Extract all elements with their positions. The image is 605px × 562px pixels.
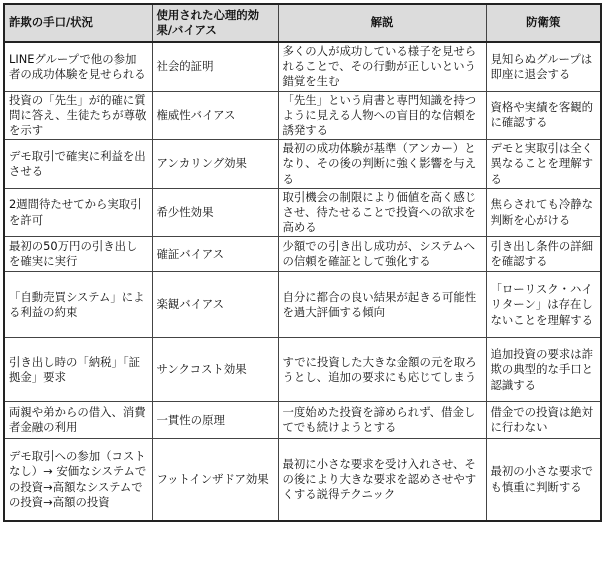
table-row: [4, 237, 601, 272]
cell-explanation: 少額での引き出し成功が、システムへの信頼を確証として強化する: [278, 237, 486, 272]
cell-method: デモ取引で確実に利益を出させる: [4, 140, 152, 189]
table-row: [4, 338, 601, 402]
cell-defense: 追加投資の要求は詐欺の典型的な手口と認識する: [486, 338, 601, 402]
cell-bias: 確証バイアス: [152, 237, 278, 272]
table-row: [4, 439, 601, 521]
cell-method: 投資の「先生」が的確に質問に答え、生徒たちが尊敬を示す: [4, 91, 152, 140]
cell-bias: 楽観バイアス: [152, 272, 278, 338]
cell-bias: 社会的証明: [152, 42, 278, 91]
cell-defense: 借金での投資は絶対に行わない: [486, 402, 601, 439]
cell-method: デモ取引への参加（コストなし）→ 安価なシステムでの投資→高額なシステムでの投資→高額の投資: [4, 439, 152, 521]
cell-bias: アンカリング効果: [152, 140, 278, 189]
cell-explanation: 最初に小さな要求を受け入れさせ、その後により大きな要求を認めさせやすくする説得テクニック: [278, 439, 486, 521]
table-row: [4, 402, 601, 439]
table-row: [4, 140, 601, 189]
cell-explanation: 取引機会の制限により価値を高く感じさせ、待たせることで投資への欲求を高める: [278, 188, 486, 237]
cell-bias: サンクコスト効果: [152, 338, 278, 402]
cell-explanation: すでに投資した大きな金額の元を取ろうとし、追加の要求にも応じてしまう: [278, 338, 486, 402]
cell-defense: デモと実取引は全く異なることを理解する: [486, 140, 601, 189]
table-header-row: [4, 4, 601, 42]
cell-explanation: 「先生」という肩書と専門知識を持つように見える人物への盲目的な信頼を誘発する: [278, 91, 486, 140]
header-bias: 使用された心理的効果/バイアス: [152, 4, 278, 42]
cell-defense: 焦らされても冷静な判断を心がける: [486, 188, 601, 237]
cell-method: 「自動売買システム」による利益の約束: [4, 272, 152, 338]
cell-explanation: 最初の成功体験が基準（アンカー）となり、その後の判断に強く影響を与える: [278, 140, 486, 189]
header-explanation: 解説: [278, 4, 486, 42]
cell-bias: 一貫性の原理: [152, 402, 278, 439]
table-row: [4, 272, 601, 338]
header-method: 詐欺の手口/状況: [4, 4, 152, 42]
cell-defense: 見知らぬグループは即座に退会する: [486, 42, 601, 91]
cell-method: 2週間待たせてから実取引を許可: [4, 188, 152, 237]
table-row: [4, 188, 601, 237]
table-row: [4, 91, 601, 140]
cell-defense: 最初の小さな要求でも慎重に判断する: [486, 439, 601, 521]
cell-explanation: 多くの人が成功している様子を見せられることで、その行動が正しいという錯覚を生む: [278, 42, 486, 91]
cell-method: LINEグループで他の参加者の成功体験を見せられる: [4, 42, 152, 91]
cell-defense: 引き出し条件の詳細を確認する: [486, 237, 601, 272]
cell-method: 引き出し時の「納税」「証拠金」要求: [4, 338, 152, 402]
cell-explanation: 自分に都合の良い結果が起きる可能性を過大評価する傾向: [278, 272, 486, 338]
table-row: [4, 42, 601, 91]
bias-table: [3, 3, 602, 522]
cell-method: 最初の50万円の引き出しを確実に実行: [4, 237, 152, 272]
cell-defense: 資格や実績を客観的に確認する: [486, 91, 601, 140]
cell-explanation: 一度始めた投資を諦められず、借金してでも続けようとする: [278, 402, 486, 439]
cell-bias: 権威性バイアス: [152, 91, 278, 140]
cell-defense: 「ローリスク・ハイリターン」は存在しないことを理解する: [486, 272, 601, 338]
cell-bias: 希少性効果: [152, 188, 278, 237]
cell-method: 両親や弟からの借入、消費者金融の利用: [4, 402, 152, 439]
header-defense: 防衛策: [486, 4, 601, 42]
cell-bias: フットインザドア効果: [152, 439, 278, 521]
